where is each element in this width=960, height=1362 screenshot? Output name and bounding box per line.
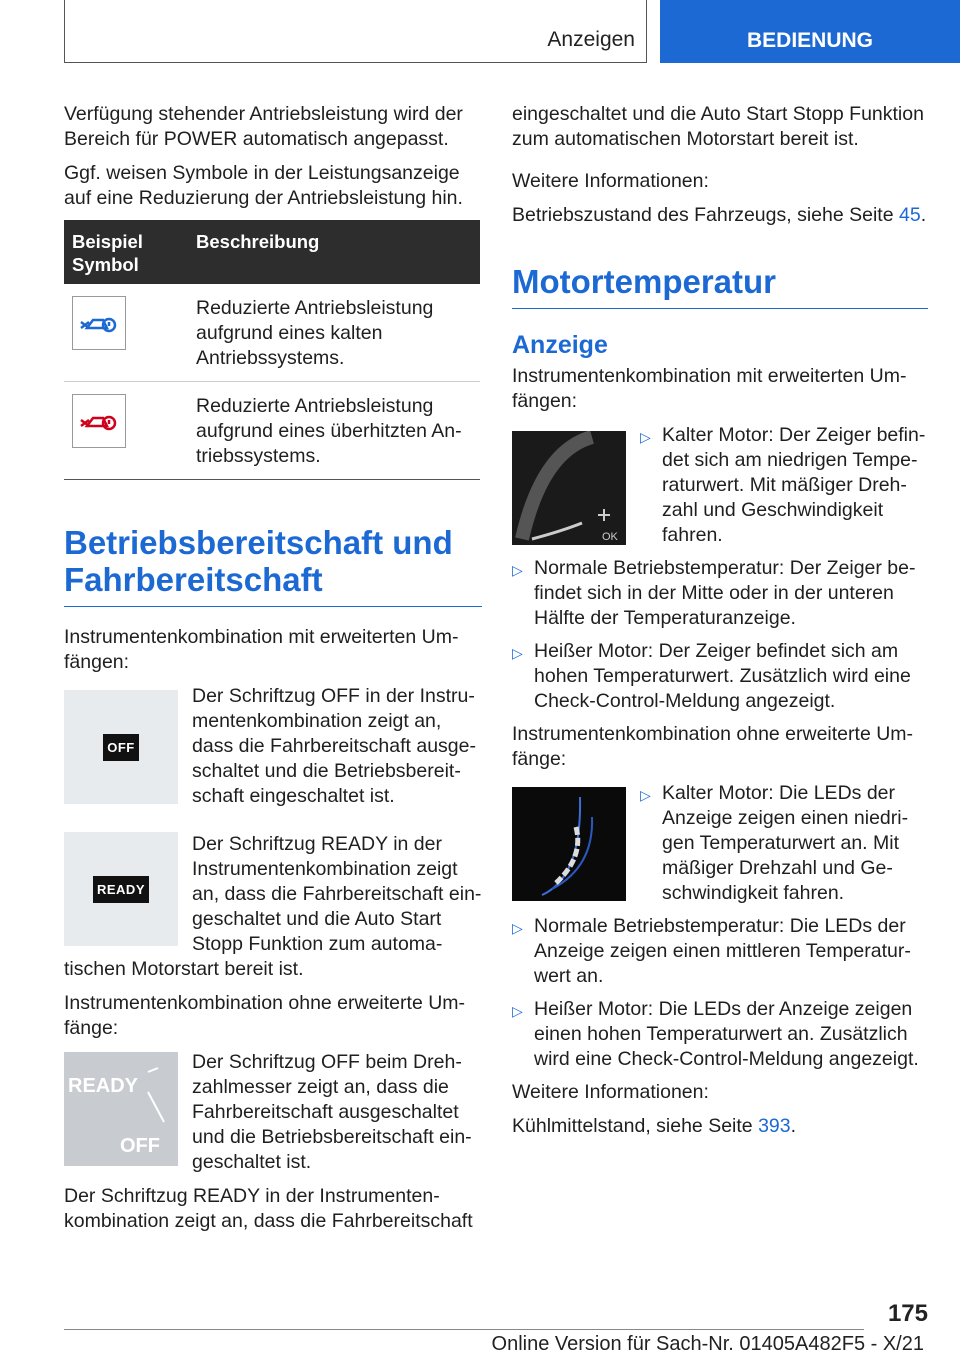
list-item	[640, 781, 928, 906]
paragraph: eingeschaltet und die Auto Start Stopp Funktion zum automatischen Motorstart bereit ist.	[512, 103, 924, 150]
table-header-row	[64, 220, 480, 284]
paragraph: Instrumentenkombination ohne erweiterte Umfänge:	[512, 723, 914, 770]
ready-badge: READY	[93, 876, 149, 903]
list-item-text: Heißer Motor: Der Zeiger befindet sich am hohen Temperaturwert. Zusätzlich wird eine Check-Control-Meldung angezeigt.	[534, 640, 911, 712]
ready-display-image	[64, 832, 178, 946]
symbol-table	[64, 220, 480, 480]
list-item-text: Normale Betriebstemperatur: Die LEDs der Anzeige zeigen einen mittleren Temperaturwert an.	[534, 915, 911, 987]
footer-divider	[64, 1329, 864, 1330]
table-row	[64, 284, 480, 382]
triangle-bullet-icon: ▷	[512, 645, 523, 661]
list-item-text: Kalter Motor: Die LEDs der Anzeige zeigen einen niedrigen Temperaturwert an. Mit mäßiger Drehzahl und Geschwindigkeit fahren.	[662, 782, 909, 904]
header-section-title: Anzeigen	[547, 28, 635, 51]
list-item	[512, 914, 928, 989]
temperature-gauge-image	[512, 431, 626, 545]
footer-text: Online Version für Sach-Nr. 01405A482F5 - X/21	[491, 1333, 924, 1355]
list-item	[640, 423, 928, 548]
text: Betriebszustand des Fahrzeugs, siehe Seite	[512, 204, 899, 226]
text: Kühlmittelstand, siehe Seite	[512, 1115, 759, 1137]
paragraph: Instrumentenkombination ohne erweiterte Umfänge:	[64, 992, 466, 1039]
table-header-description: Beschreibung	[188, 220, 480, 284]
paragraph: Ggf. weisen Symbole in der Leistungsanzeige auf eine Reduzierung der Antriebsleistung hin.	[64, 162, 463, 209]
triangle-bullet-icon: ▷	[512, 1003, 523, 1019]
list-item	[512, 639, 928, 714]
text: .	[920, 204, 927, 226]
list-item	[512, 997, 928, 1072]
table-cell-description: Reduzierte Antriebsleistung aufgrund eines kalten Antriebssystems.	[188, 284, 480, 382]
paragraph: Der Schriftzug OFF beim Drehzahlmesser zeigt an, dass die Fahrbereitschaft ausgeschaltet und die Betriebsbereitschaft eingeschaltet ist.	[192, 1051, 472, 1173]
list-item-text: Kalter Motor: Der Zeiger befindet sich am niedrigen Temperaturwert. Mit mäßiger Drehzahl und Geschwindigkeit fahren.	[662, 424, 926, 546]
left-column	[64, 102, 482, 1243]
triangle-bullet-icon: ▷	[512, 920, 523, 936]
header-chapter-tab[interactable]	[660, 0, 960, 63]
sub-heading: Anzeige	[512, 331, 608, 359]
triangle-bullet-icon: ▷	[640, 429, 651, 445]
paragraph: Der Schriftzug READY in der Instrumentenkombination zeigt an, dass die Fahrbereitschaft	[64, 1185, 473, 1232]
page-number: 175	[887, 1300, 928, 1327]
off-badge: OFF	[103, 734, 139, 761]
table-row	[64, 382, 480, 480]
paragraph: Instrumentenkombination mit erweiterten Umfängen:	[512, 365, 907, 412]
paragraph	[512, 203, 928, 228]
paragraph: Der Schriftzug OFF in der Instrumentenkombination zeigt an, dass die Fahrbereitschaft ausgeschaltet und die Betriebsbereitschaft eingeschaltet ist.	[192, 685, 476, 807]
cold-drivetrain-icon	[72, 296, 126, 350]
ok-label: OK	[602, 531, 618, 543]
text: .	[790, 1115, 797, 1137]
gauge-ready-label: READY	[68, 1075, 139, 1097]
hot-drivetrain-icon	[72, 394, 126, 448]
gauge-off-label: OFF	[120, 1135, 160, 1157]
triangle-bullet-icon: ▷	[512, 562, 523, 578]
table-header-symbol: Beispiel Symbol	[64, 220, 188, 284]
list-item	[512, 556, 928, 631]
list-item-text: Heißer Motor: Die LEDs der Anzeige zeigen einen hohen Temperaturwert an. Zusätzlich wird eine Check-Control-Meldung angezeigt.	[534, 998, 919, 1070]
led-temperature-gauge-image	[512, 787, 626, 901]
list-item-text: Normale Betriebstemperatur: Der Zeiger befindet sich in der Mitte oder in der unteren Hälfte der Temperaturanzeige.	[534, 557, 916, 629]
paragraph: Verfügung stehender Antriebsleistung wird der Bereich für POWER automatisch angepasst.	[64, 103, 463, 150]
off-display-image	[64, 690, 178, 804]
paragraph: Weitere Informationen:	[512, 170, 709, 192]
paragraph: Instrumentenkombination mit erweiterten Umfängen:	[64, 626, 459, 673]
tachometer-ready-off-image	[64, 1052, 178, 1166]
right-column	[512, 102, 928, 1148]
table-cell-description: Reduzierte Antriebsleistung aufgrund eines überhitzten Antriebssystems.	[188, 382, 480, 480]
page-link-393[interactable]: 393	[758, 1115, 791, 1137]
page-link-45[interactable]: 45	[898, 204, 921, 226]
triangle-bullet-icon: ▷	[640, 787, 651, 803]
section-heading: Motortemperatur	[512, 263, 928, 309]
paragraph: Der Schriftzug READY in der Instrumentenkombination zeigt an, dass die Fahrbereitschaft eingeschaltet und die Auto Start Stopp Funktion zum automatischen Motorstart bereit ist.	[64, 833, 482, 980]
section-heading: Betriebsbereitschaft und Fahrbereitschaft	[64, 524, 482, 607]
chapter-label: BEDIENUNG	[746, 29, 873, 52]
paragraph	[512, 1114, 928, 1139]
paragraph: Weitere Informationen:	[512, 1081, 709, 1103]
